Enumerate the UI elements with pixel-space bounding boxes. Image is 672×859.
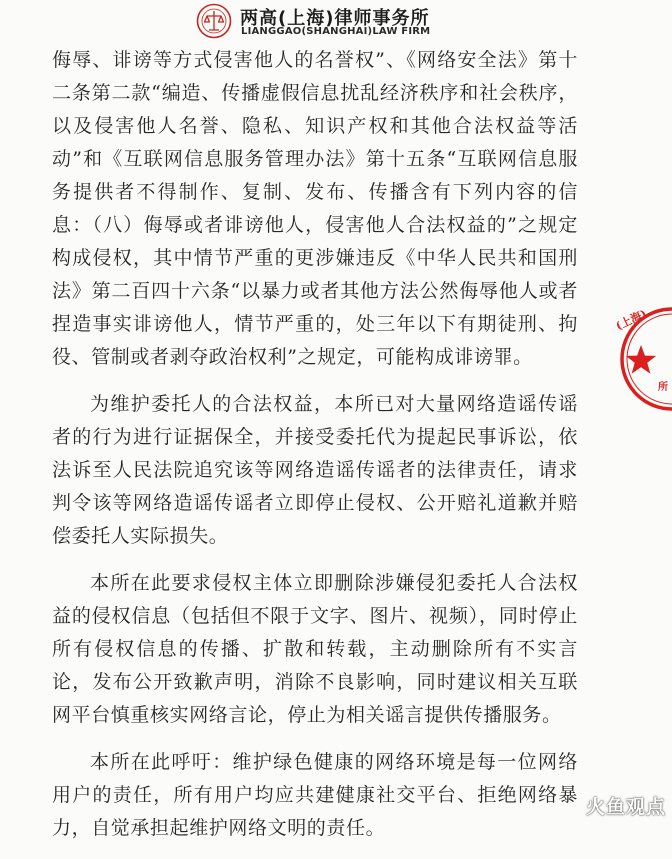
letterhead (0, 0, 672, 44)
paragraph-demands: 本所在此要求侵权主体立即删除涉嫌侵犯委托人合法权益的侵权信息（包括但不限于文字、图片、视频），同时停止所有侵权信息的传播、扩散和转载，主动删除所有不实言论，发布公开致歉声明，消除不良影响，同时建议相关互联网平台慎重核实网络言论，停止为相关谣言提供传播服务。 (52, 572, 578, 726)
svg-text:所: 所 (658, 382, 668, 393)
paragraph-appeal: 本所在此呼吁：维护绿色健康的网络环境是每一位网络用户的责任，所有用户均应共建健康社交平台、拒绝网络暴力，自觉承担起维护网络文明的责任。 (52, 751, 578, 839)
firm-name-english: LIANGGAO(SHANGHAI)LAW FIRM (241, 26, 431, 37)
official-seal-stamp (608, 304, 672, 414)
paragraph-litigation: 为维护委托人的合法权益，本所已对大量网络造谣传谣者的行为进行证据保全，并接受委托代为提起民事诉讼，依法诉至人民法院追究该等网络造谣传谣者的法律责任，请求判令该等网络造谣传谣者立即停止侵权、公开赔礼道歉并赔偿委托人实际损失。 (52, 393, 578, 547)
letter-body (52, 44, 578, 859)
seal-star-icon (626, 345, 656, 374)
firm-name-chinese: 两高(上海)律师事务所 (240, 8, 430, 29)
law-firm-logo-icon (196, 3, 232, 39)
paragraph-legal-basis: 侮辱、诽谤等方式侵害他人的名誉权”、《网络安全法》第十二条第二款“编造、传播虚假信息扰乱经济秩序和社会秩序，以及侵害他人名誉、隐私、知识产权和其他合法权益等活动”和《互联网信息服务管理办法》第十五条“互联网信息服务提供者不得制作、复制、发布、传播含有下列内容的信息：（八）侮辱或者诽谤他人，侵害他人合法权益的”之规定构成侵权，其中情节严重的更涉嫌违反《中华人民共和国刑法》第二百四十六条“以暴力或者其他方法公然侮辱他人或者捏造事实诽谤他人，情节严重的，处三年以下有期徒刑、拘役、管制或者剥夺政治权利”之规定，可能构成诽谤罪。 (52, 49, 578, 368)
source-watermark: 火鱼观点 (585, 796, 666, 818)
svg-text:(上海): (上海) (613, 307, 649, 333)
